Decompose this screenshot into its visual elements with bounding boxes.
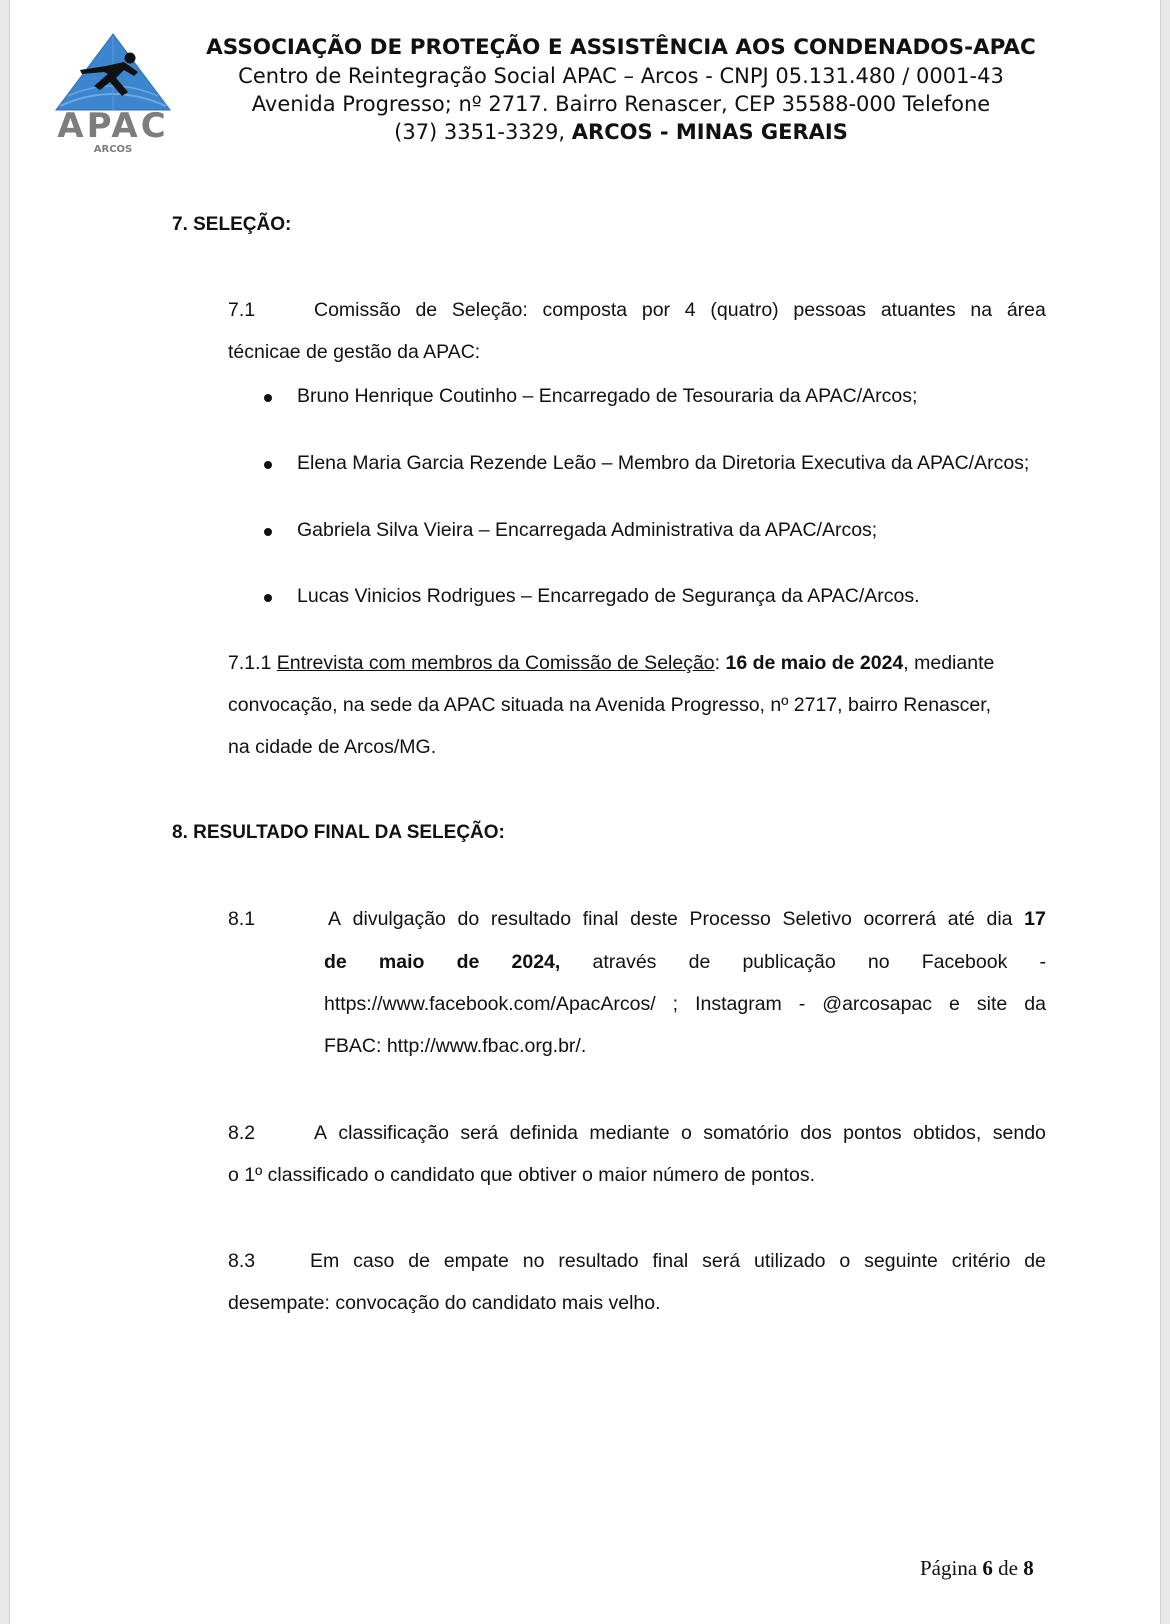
word: pontos: [843, 1122, 902, 1144]
word: composta: [542, 299, 628, 321]
word: mediante: [589, 1122, 670, 1144]
word: de: [1024, 1250, 1046, 1272]
word: até: [947, 908, 975, 930]
letterhead: [186, 34, 1056, 146]
member-item: Elena Maria Garcia Rezende Leão – Membro da Diretoria Executiva da APAC/Arcos;: [297, 452, 1030, 474]
letterhead-line-3: [186, 118, 1056, 146]
item-7-1-1-number: 7.1.1: [228, 652, 272, 674]
page-total: 8: [1023, 1556, 1034, 1580]
page-edge-right: [1160, 0, 1170, 1624]
item-7-1-line-2: técnicae de gestão da APAC:: [228, 341, 481, 363]
word: Em: [310, 1250, 340, 1272]
logo-text: APAC: [57, 106, 169, 146]
interview-label: Entrevista com membros da Comissão de Seleção: [276, 652, 715, 674]
result-day: 17: [1024, 908, 1046, 930]
item-8-1-line-4: FBAC: http://www.fbac.org.br/.: [324, 1035, 587, 1057]
word: 4: [684, 299, 696, 321]
organization-name: ASSOCIAÇÃO DE PROTEÇÃO E ASSISTÊNCIA AOS CONDENADOS-APAC: [206, 35, 1036, 60]
bullet-icon: [264, 461, 272, 469]
word: de: [408, 1250, 430, 1272]
item-7-1-number: 7.1: [228, 299, 256, 321]
item-7-1-1-line-2: convocação, na sede da APAC situada na Avenida Progresso, nº 2717, bairro Renascer,: [228, 694, 992, 716]
letterhead-phone: (37) 3351-3329,: [394, 120, 566, 144]
bullet-icon: [264, 394, 272, 402]
word: Facebook: [921, 951, 1008, 973]
item-7-1-1-line-3: na cidade de Arcos/MG.: [228, 736, 437, 758]
word: classificação: [338, 1122, 449, 1144]
item-8-1-number: 8.1: [228, 908, 256, 930]
interview-rest: , mediante: [903, 652, 995, 674]
word: resultado: [558, 1250, 639, 1272]
page-current: 6: [982, 1556, 993, 1580]
word: resultado: [490, 908, 572, 930]
section-8-heading: 8. RESULTADO FINAL DA SELEÇÃO:: [172, 822, 505, 843]
word: o: [839, 1250, 851, 1272]
word: empate: [443, 1250, 509, 1272]
colon: :: [714, 652, 721, 674]
letterhead-line-2: Avenida Progresso; nº 2717. Bairro Renascer, CEP 35588-000 Telefone: [251, 92, 991, 116]
word: na: [970, 299, 993, 321]
word: ocorrerá: [863, 908, 937, 930]
word: 2024,: [511, 951, 561, 973]
word: publicação: [742, 951, 836, 973]
item-7-1-1-line-1: [228, 652, 994, 675]
word: obtidos,: [913, 1122, 982, 1144]
page-number: [920, 1556, 1034, 1581]
word: de: [324, 951, 347, 973]
bullet-icon: [264, 594, 272, 602]
word: maio: [378, 951, 425, 973]
word: Processo: [689, 908, 771, 930]
word: definida: [509, 1122, 578, 1144]
item-8-3-line-2: desempate: convocação do candidato mais velho.: [228, 1292, 661, 1314]
item-8-2-number: 8.2: [228, 1122, 256, 1144]
member-item: Bruno Henrique Coutinho – Encarregado de Tesouraria da APAC/Arcos;: [297, 385, 918, 407]
word: e: [949, 993, 960, 1015]
word: divulgação: [352, 908, 446, 930]
page-label: Página: [920, 1556, 978, 1580]
member-item: Lucas Vinicios Rodrigues – Encarregado de Segurança da APAC/Arcos.: [297, 585, 920, 607]
item-8-2-line-1: [314, 1122, 1046, 1145]
word: dia: [986, 908, 1013, 930]
word: Seleção:: [451, 299, 528, 321]
word: Instagram: [695, 993, 782, 1015]
letterhead-city: ARCOS - MINAS GERAIS: [571, 120, 848, 144]
word: do: [457, 908, 480, 930]
word: final: [652, 1250, 689, 1272]
bullet-icon: [264, 528, 272, 536]
word: final: [582, 908, 619, 930]
word: de: [688, 951, 711, 973]
item-8-1-line-1: [328, 908, 1046, 931]
section-7-heading: 7. SELEÇÃO:: [172, 214, 292, 235]
item-8-3-line-1: [310, 1250, 1046, 1273]
word: da: [1024, 993, 1046, 1015]
item-8-1-line-2: [324, 951, 1046, 974]
member-item: Gabriela Silva Vieira – Encarregada Administrativa da APAC/Arcos;: [297, 519, 878, 541]
interview-date: 16 de maio de 2024: [725, 652, 904, 674]
word: utilizado: [753, 1250, 826, 1272]
item-8-1-line-3: [324, 993, 1046, 1016]
logo-subtext: ARCOS: [93, 144, 133, 155]
apac-logo: [54, 32, 172, 160]
word: A: [314, 1122, 328, 1144]
word: dos: [800, 1122, 832, 1144]
word: será: [460, 1122, 499, 1144]
word: seguinte: [864, 1250, 938, 1272]
apac-triangle-icon: [54, 32, 172, 112]
word: de: [456, 951, 480, 973]
word: Seletivo: [782, 908, 852, 930]
word: no: [867, 951, 890, 973]
word: será: [702, 1250, 741, 1272]
word: (quatro): [710, 299, 779, 321]
word: área: [1006, 299, 1046, 321]
item-7-1-line-1: [314, 299, 1046, 322]
word: sendo: [992, 1122, 1046, 1144]
word: -: [798, 993, 806, 1015]
word: somatório: [703, 1122, 789, 1144]
word: pessoas: [793, 299, 867, 321]
word: @arcosapac: [822, 993, 933, 1015]
letterhead-line-1: Centro de Reintegração Social APAC – Arcos - CNPJ 05.131.480 / 0001-43: [238, 64, 1004, 88]
word: site: [976, 993, 1008, 1015]
word: por: [641, 299, 671, 321]
word: -: [1039, 951, 1046, 973]
word: o: [680, 1122, 692, 1144]
word: Comissão: [314, 299, 401, 321]
word: no: [522, 1250, 545, 1272]
word: atuantes: [880, 299, 956, 321]
word: ;: [672, 993, 679, 1015]
item-8-2-line-2: o 1º classificado o candidato que obtiver o maior número de pontos.: [228, 1164, 816, 1186]
word: critério: [951, 1250, 1011, 1272]
word: caso: [353, 1250, 395, 1272]
page-of: de: [998, 1556, 1018, 1580]
word: de: [415, 299, 438, 321]
word: https://www.facebook.com/ApacArcos/: [324, 993, 656, 1015]
word: A: [328, 908, 342, 930]
word: deste: [630, 908, 678, 930]
word: através: [592, 951, 657, 973]
page-edge-left: [0, 0, 10, 1624]
item-8-3-number: 8.3: [228, 1250, 256, 1272]
